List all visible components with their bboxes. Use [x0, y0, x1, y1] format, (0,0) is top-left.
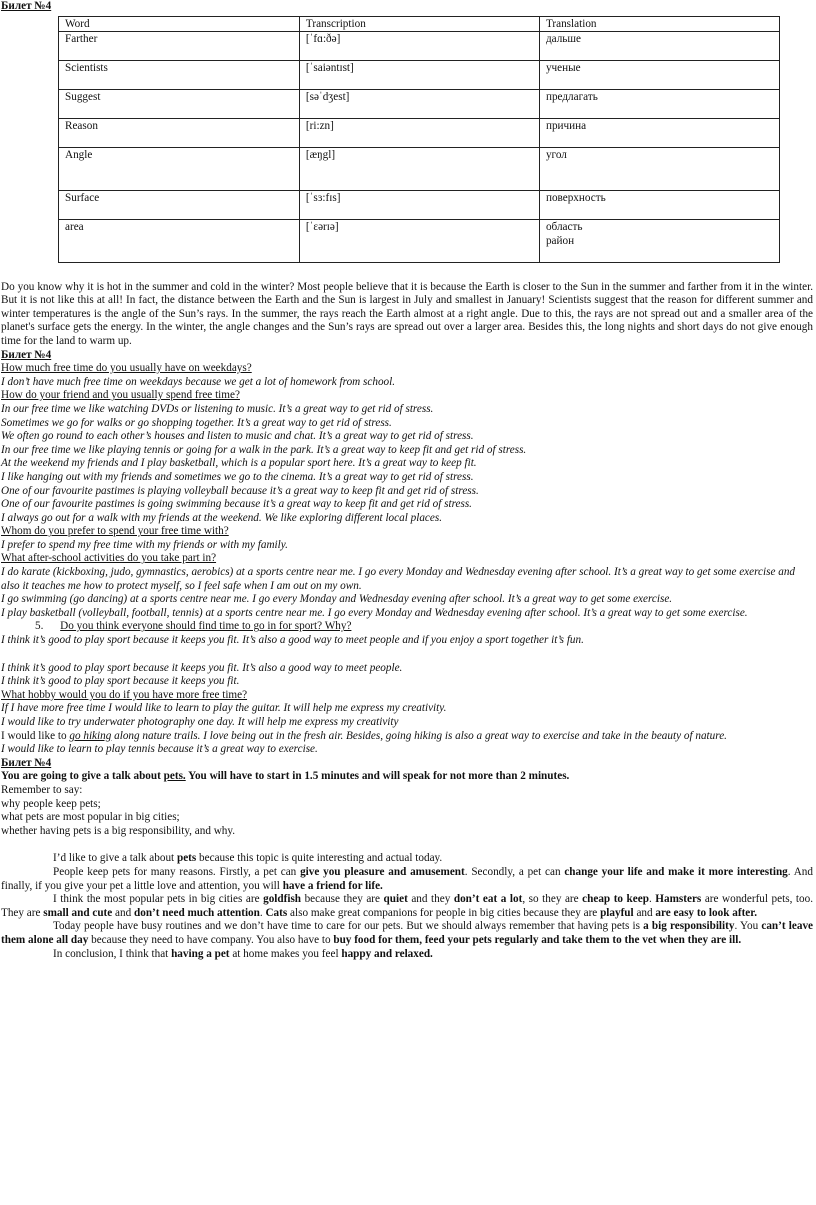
remember-line: why people keep pets;: [1, 797, 101, 810]
talk-paragraph: [1, 852, 813, 866]
text-segment: Today people have busy routines and we don’t have time to care for our pets. But we should always remember that having pets is: [53, 920, 644, 933]
table-cell: поверхность: [539, 190, 779, 219]
answer-line: One of our favourite pastimes is going swimming because it’s a great way to keep fit and get rid of stress.: [1, 498, 472, 511]
table-cell: [æŋgl]: [299, 147, 539, 190]
bold-phrase: are easy to look after.: [655, 906, 757, 919]
question-5: [1, 620, 813, 634]
text-segment: I think the most popular pets in big cities are: [53, 893, 264, 906]
table-cell: [səˈdʒest]: [299, 89, 539, 118]
answer-2-list: [1, 403, 813, 525]
text-segment: In conclusion, I think that: [53, 947, 172, 960]
bold-phrase: buy food for them, feed your pets regularly and take them to the vet when they are ill.: [333, 933, 742, 946]
go-hiking-term: go hiking: [69, 729, 112, 742]
bold-phrase: Cats: [265, 906, 288, 919]
ticket-heading: Билет №4: [1, 756, 52, 769]
task-statement: You are going to give a talk about pets. You will have to start in 1.5 minutes and will speak for not more than 2 minutes.: [1, 770, 570, 783]
answer-line: At the weekend my friends and I play basketball, which is a popular sport here. It’s a great way to keep fit.: [1, 457, 477, 470]
table-row: [59, 118, 780, 147]
table-cell: Angle: [59, 147, 300, 190]
table-row: [59, 219, 780, 262]
answer-6-line: I would like to learn to play tennis because it’s a great way to exercise.: [1, 743, 318, 756]
table-cell: Surface: [59, 190, 300, 219]
table-cell: [ˈfɑ:ðə]: [299, 31, 539, 60]
bold-phrase: quiet: [383, 893, 408, 906]
answer-6-line: If I have more free time I would like to learn to play the guitar. It will help me express my creativity.: [1, 702, 447, 715]
table-cell: дальше: [539, 31, 779, 60]
table-cell: Reason: [59, 118, 300, 147]
text-segment: . Secondly, a pet can: [464, 865, 565, 878]
answer-5-line: I think it’s good to play sport because it keeps you fit.: [1, 675, 240, 688]
answer-line: We often go round to each other’s houses and listen to music and chat. It’s a great way to get rid of stress.: [1, 430, 474, 443]
answer-4-list: [1, 566, 813, 620]
answer-line: One of our favourite pastimes is playing volleyball because it’s a great way to keep fit and get rid of stress.: [1, 484, 479, 497]
reading-text: Do you know why it is hot in the summer and cold in the winter? Most people believe that it is because the Earth is closer to the Sun in the summer and farther from it in the winter. But it is not like this at all! In fact, the distance between the Earth and the Sun is largest in July and smallest in January! Scientists suggest that the reason for different summer and winter temperatures is the angle of the Sun’s rays. In the summer, the rays reach the Earth almost at a right angle. Due to this, the rays are not spread out and a smaller area of the planet's surface gets the energy. In the winter, the angle changes and the Sun’s rays are spread out over a larger area. Besides this, the long nights and short days do not give enough time for the land to warm up.: [1, 280, 813, 347]
question-5-text: Do you think everyone should find time to go in for sport? Why?: [60, 620, 352, 633]
text-segment: . And finally, if you give your pet a little love and attention, you will: [1, 865, 813, 892]
answer-line: In our free time we like watching DVDs or listening to music. It’s a great way to get rid of stress.: [1, 402, 434, 415]
bold-phrase: don’t need much attention: [134, 906, 260, 919]
table-cell: Scientists: [59, 60, 300, 89]
answer-line: I like hanging out with my friends and sometimes we go to the cinema. It’s a great way to get rid of stress.: [1, 470, 474, 483]
text-segment: and: [633, 906, 656, 919]
answer-line: Sometimes we go for walks or go shopping together. It’s a great way to get rid of stress.: [1, 416, 392, 429]
talk-paragraph: [1, 893, 813, 920]
table-cell: [ˈsɜ:fɪs]: [299, 190, 539, 219]
bold-phrase: can’t leave them alone all day: [1, 920, 813, 946]
answer-line: I always go out for a walk with my friends at the weekend. We like exploring different local places.: [1, 511, 442, 524]
bold-phrase: cheap to keep: [582, 893, 649, 906]
bold-phrase: goldfish: [263, 893, 302, 906]
text-segment: because they need to have company. You also have to: [88, 933, 334, 946]
table-row: [59, 147, 780, 190]
text-segment: and: [112, 906, 134, 919]
text-segment: I’d like to give a talk about: [53, 852, 177, 865]
table-cell: Farther: [59, 31, 300, 60]
question-1: How much free time do you usually have on weekdays?: [1, 362, 252, 375]
bold-phrase: Hamsters: [655, 893, 702, 906]
bold-phrase: playful: [600, 906, 634, 919]
bold-phrase: change your life and make it more interesting: [564, 865, 788, 878]
text-segment: also make great companions for people in big cities because they are: [287, 906, 601, 919]
ticket-heading: Билет №4: [1, 0, 52, 12]
text-segment: . You: [734, 920, 762, 933]
talk-paragraph: [1, 866, 813, 893]
answer-3: I prefer to spend my free time with my friends or with my family.: [1, 538, 288, 551]
text-segment: and they: [407, 893, 454, 906]
vocabulary-table: [58, 16, 780, 263]
text-segment: at home makes you feel: [229, 947, 342, 960]
text-segment: .: [648, 893, 656, 906]
answer-6-line: I would like to try underwater photography one day. It will help me express my creativity: [1, 716, 399, 728]
text-segment: People keep pets for many reasons. Firstly, a pet can: [53, 865, 301, 878]
bold-phrase: happy and relaxed.: [341, 947, 433, 960]
remember-line: what pets are most popular in big cities;: [1, 811, 180, 824]
answer-6-hiking: I would like to go hiking along nature trails. I love being out in the fresh air. Besides, going hiking is also a great way to exercise and take in the beauty of nature.: [1, 729, 727, 742]
table-cell: область район: [539, 219, 779, 262]
answer-5-line: I think it’s good to play sport because it keeps you fit. It’s also a good way to meet people.: [1, 661, 403, 674]
table-cell: area: [59, 219, 300, 262]
text-segment: , so they are: [522, 893, 583, 906]
table-row: [59, 60, 780, 89]
text-segment: .: [259, 906, 266, 919]
bold-phrase: a big responsibility: [643, 920, 735, 933]
question-3: Whom do you prefer to spend your free time with?: [1, 525, 229, 538]
bold-phrase: have a friend for life.: [282, 879, 383, 892]
talk-paragraph: [1, 920, 813, 947]
bold-phrase: small and cute: [43, 906, 113, 919]
table-header-cell: Translation: [539, 16, 779, 31]
table-cell: ученые: [539, 60, 779, 89]
answer-line: I play basketball (volleyball, football, tennis) at a sports centre near me. I go every Monday and Wednesday evening after school. It’s a great way to get some exercise.: [1, 606, 748, 619]
table-row: [59, 190, 780, 219]
table-cell: Suggest: [59, 89, 300, 118]
bold-phrase: having a pet: [171, 947, 230, 960]
table-header-row: [59, 16, 780, 31]
table-cell: угол: [539, 147, 779, 190]
bold-phrase: pets: [176, 852, 197, 865]
remember-line: Remember to say:: [1, 783, 83, 796]
remember-line: whether having pets is a big responsibility, and why.: [1, 824, 236, 837]
answer-line: In our free time we like playing tennis or going for a walk in the park. It’s a great way to keep fit and get rid of stress.: [1, 443, 527, 456]
text-segment: because this topic is quite interesting and actual today.: [196, 852, 443, 865]
table-cell: [ˈɛərɪə]: [299, 219, 539, 262]
answer-5-line: I think it’s good to play sport because it keeps you fit. It’s also a good way to meet people and if you enjoy a sport together it’s fun.: [1, 634, 584, 647]
question-5-number: 5.: [35, 620, 44, 633]
talk-paragraph: [1, 948, 813, 962]
text-segment: are wonderful pets, too. They are: [1, 893, 814, 919]
bold-phrase: give you pleasure and amusement: [300, 865, 465, 878]
answer-line: I do karate (kickboxing, judo, gymnastics, aerobics) at a sports centre near me. I go every Monday and Wednesday evening after school. It’s a great way to get some exercise and also it teaches me how to protect myself, so I feel safe when I am out on my own.: [1, 566, 796, 592]
answer-1: I don’t have much free time on weekdays because we get a lot of homework from school.: [1, 375, 396, 388]
table-cell: [ˈsaiəntɪst]: [299, 60, 539, 89]
question-6: What hobby would you do if you have more free time?: [1, 688, 248, 701]
table-cell: предлагать: [539, 89, 779, 118]
table-row: [59, 89, 780, 118]
table-header-cell: Word: [59, 16, 300, 31]
table-cell: причина: [539, 118, 779, 147]
question-2: How do your friend and you usually spend free time?: [1, 389, 240, 402]
text-segment: because they are: [301, 893, 384, 906]
table-header-cell: Transcription: [299, 16, 539, 31]
question-4: What after-school activities do you take part in?: [1, 552, 217, 565]
ticket-heading: Билет №4: [1, 348, 52, 361]
table-row: [59, 31, 780, 60]
answer-line: I go swimming (go dancing) at a sports centre near me. I go every Monday and Wednesday evening after school. It’s a great way to get some exercise.: [1, 593, 673, 606]
bold-phrase: don’t eat a lot: [453, 893, 523, 906]
table-cell: [ri:zn]: [299, 118, 539, 147]
